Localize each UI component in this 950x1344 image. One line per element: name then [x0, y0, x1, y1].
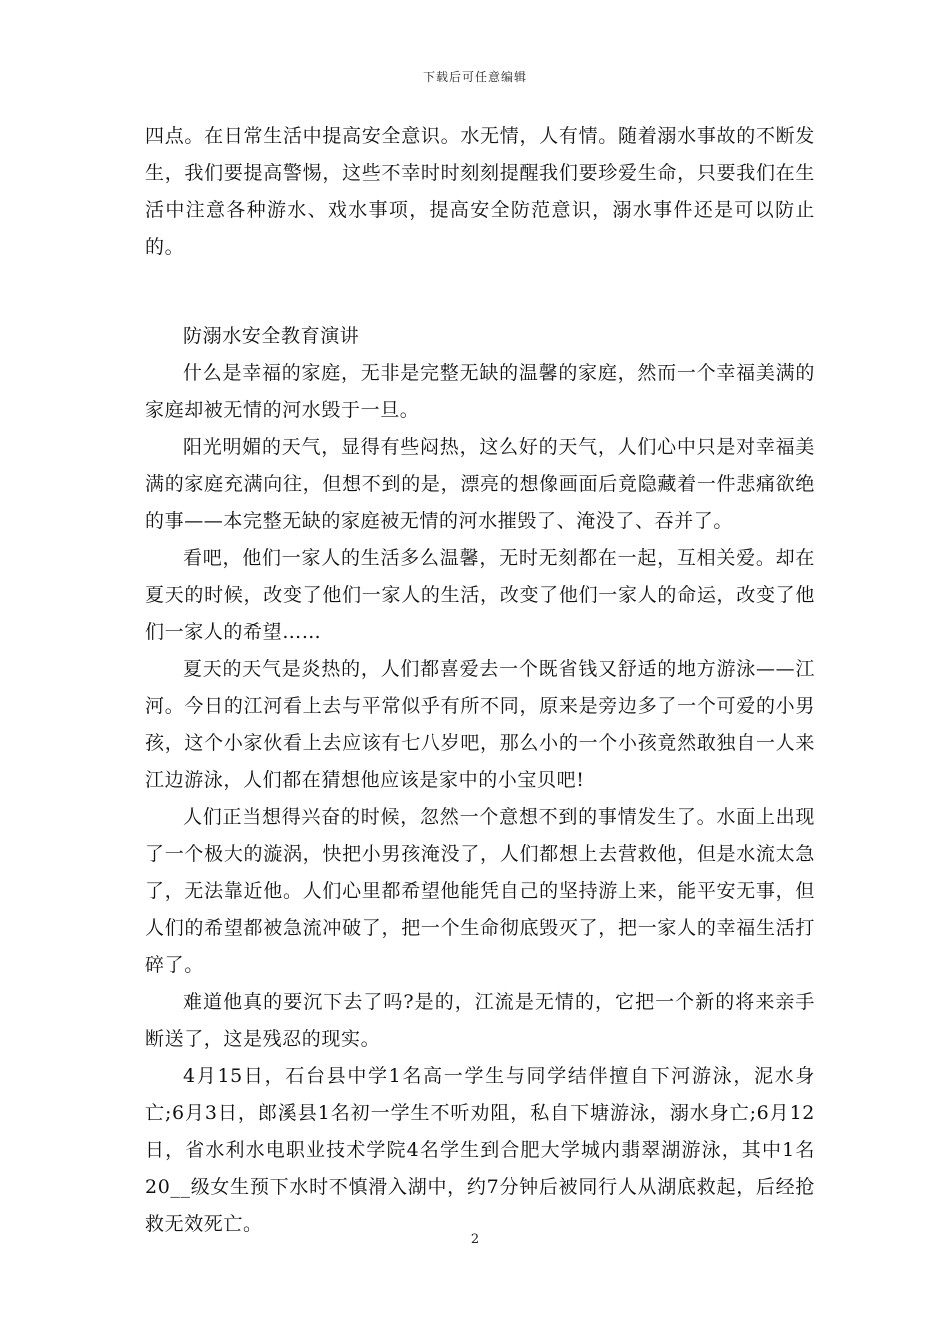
paragraph: 什么是幸福的家庭，无非是完整无缺的温馨的家庭，然而一个幸福美满的家庭却被无情的河水毁于一旦。 — [145, 362, 815, 421]
page-header: 下载后可任意编辑 — [422, 70, 527, 84]
paragraph: 阳光明媚的天气，显得有些闷热，这么好的天气，人们心中只是对幸福美满的家庭充满向往，但想不到的是，漂亮的想像画面后竟隐藏着一件悲痛欲绝的事——本完整无缺的家庭被无情的河水摧毁了、淹没了、吞并了。 — [145, 436, 815, 532]
paragraph: 看吧，他们一家人的生活多么温馨，无时无刻都在一起，互相关爱。却在夏天的时候，改变了他们一家人的生活，改变了他们一家人的命运，改变了他们一家人的希望…… — [145, 547, 815, 643]
paragraph: 夏天的天气是炎热的，人们都喜爱去一个既省钱又舒适的地方游泳——江河。今日的江河看上去与平常似乎有所不同，原来是旁边多了一个可爱的小男孩，这个小家伙看上去应该有七八岁吧，那么小的一个小孩竟然敢独自一人来江边游泳，人们都在猜想他应该是家中的小宝贝吧! — [145, 658, 815, 791]
section-title: 防溺水安全教育演讲 — [183, 325, 360, 347]
page-number: 2 — [470, 1232, 480, 1247]
paragraph: 人们正当想得兴奋的时候，忽然一个意想不到的事情发生了。水面上出现了一个极大的漩涡，快把小男孩淹没了，人们都想上去营救他，但是水流太急了，无法靠近他。人们心里都希望他能凭自己的坚持游上来，能平安无事，但人们的希望都被急流冲破了，把一个生命彻底毁灭了，把一家人的幸福生活打碎了。 — [145, 806, 815, 976]
document-body — [145, 118, 815, 1243]
paragraph-continuation: 四点。在日常生活中提高安全意识。水无情，人有情。随着溺水事故的不断发生，我们要提高警惕，这些不幸时时刻刻提醒我们要珍爱生命，只要我们在生活中注意各种游水、戏水事项，提高安全防范意识，溺水事件还是可以防止的。 — [145, 125, 815, 258]
paragraph: 4月15日，石台县中学1名高一学生与同学结伴擅自下河游泳，泥水身亡;6月3日，郎溪县1名初一学生不听劝阻，私自下塘游泳，溺水身亡;6月12日，省水利水电职业技术学院4名学生到合肥大学城内翡翠湖游泳，其中1名20__级女生预下水时不慎滑入湖中，约7分钟后被同行人从湖底救起，后经抢救无效死亡。 — [145, 1065, 815, 1235]
paragraph: 难道他真的要沉下去了吗?是的，江流是无情的，它把一个新的将来亲手断送了，这是残忍的现实。 — [145, 991, 815, 1050]
